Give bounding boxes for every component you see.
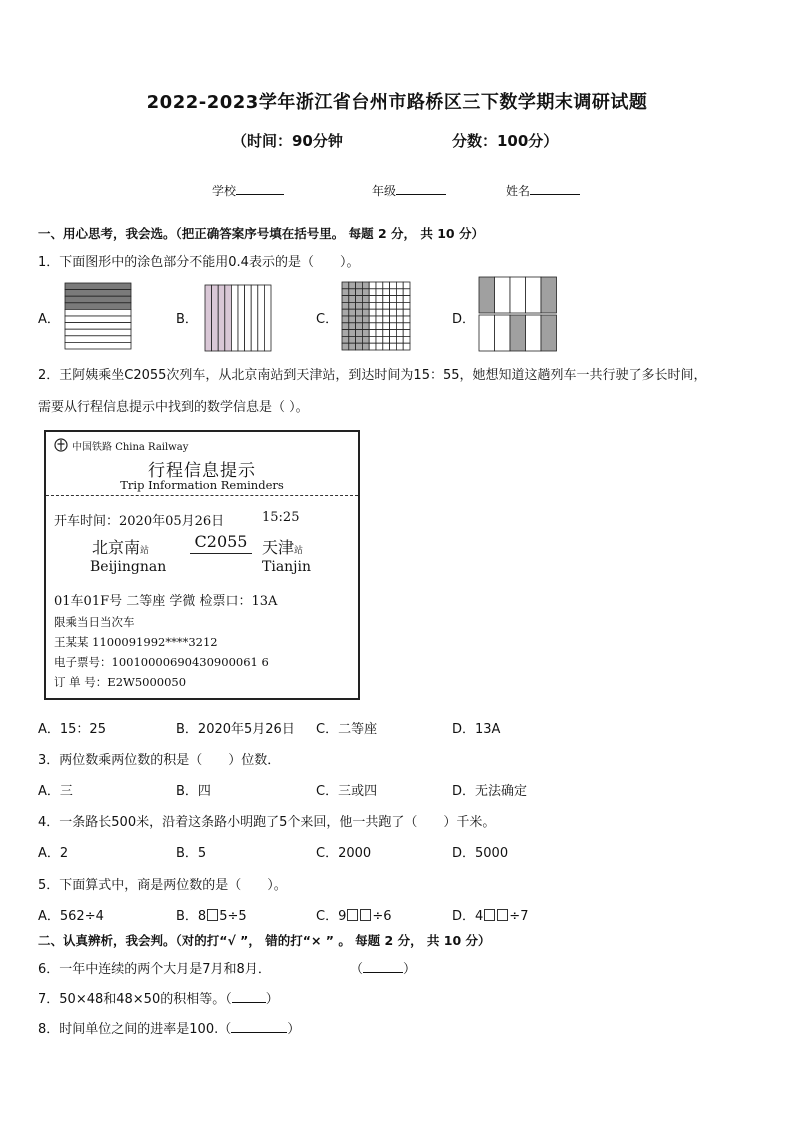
figure-c-cell	[376, 282, 383, 289]
figure-c-cell	[390, 296, 397, 303]
blank-box	[360, 909, 371, 921]
blank-box	[484, 909, 495, 921]
page-title: 2022-2023学年浙江省台州市路桥区三下数学期末调研试题	[146, 92, 648, 113]
q5-option-c-pre: C．9	[316, 909, 347, 924]
figure-c-cell	[383, 282, 390, 289]
figure-b-strip	[245, 285, 252, 351]
figure-a-strip	[65, 309, 131, 316]
figure-c-cell	[356, 309, 363, 316]
figure-a-strip	[65, 323, 131, 330]
q5-option-c-post: ÷6	[372, 909, 392, 924]
exam-score: 分数：100分）	[452, 132, 559, 150]
figure-c-cell	[403, 282, 410, 289]
q1-option-b[interactable]: B．	[176, 312, 198, 327]
figure-c-cell	[356, 323, 363, 330]
figure-c-cell	[390, 309, 397, 316]
q3-option-d[interactable]: D．无法确定	[452, 784, 528, 799]
q4-option-d[interactable]: D．5000	[452, 846, 509, 861]
figure-c-cell	[362, 323, 369, 330]
figure-d-cell	[510, 277, 526, 313]
figure-a-strip	[65, 342, 131, 349]
q1-option-c[interactable]: C．	[316, 312, 339, 327]
figure-d-cell	[541, 315, 557, 351]
q5-option-c[interactable]	[316, 905, 392, 924]
figure-c-cell	[362, 330, 369, 337]
figure-d	[478, 276, 558, 354]
ticket-eticket: 电子票号：10010000690430900061 6	[54, 655, 269, 669]
figure-c-cell	[369, 336, 376, 343]
q5-option-b[interactable]	[176, 905, 247, 924]
figure-d-cell	[479, 315, 495, 351]
figure-c-cell	[396, 323, 403, 330]
figure-a-strip	[65, 329, 131, 336]
q3-option-b[interactable]: B．四	[176, 784, 211, 799]
figure-b-strip	[218, 285, 225, 351]
figure-c-cell	[396, 316, 403, 323]
school-field	[212, 181, 284, 199]
figure-d-cell	[510, 315, 526, 351]
figure-c-cell	[403, 336, 410, 343]
figure-c-cell	[396, 343, 403, 350]
ticket-seat: 01车01F号 二等座 学微 检票口：13A	[54, 594, 278, 609]
q2-option-b[interactable]: B．2020年5月26日	[176, 722, 295, 737]
q8-paren-close: ）	[287, 1022, 301, 1037]
figure-c-cell	[403, 316, 410, 323]
figure-c-cell	[349, 282, 356, 289]
q6-paren-open: （	[350, 962, 364, 977]
question-3: 3．两位数乘两位数的积是（ ）位数．	[38, 753, 281, 768]
figure-c-cell	[362, 316, 369, 323]
figure-c-cell	[396, 330, 403, 337]
figure-b-strip	[231, 285, 238, 351]
figure-c-cell	[390, 343, 397, 350]
q5-option-b-pre: B．8	[176, 909, 207, 924]
figure-c-cell	[342, 309, 349, 316]
section-1-title: 一、用心思考，我会选。（把正确答案序号填在括号里。 每题 2 分， 共 10 分）	[38, 226, 484, 241]
ticket-depart-date: 开车时间：2020年05月26日	[54, 514, 225, 529]
figure-c-cell	[369, 323, 376, 330]
figure-c-cell	[376, 323, 383, 330]
figure-c-cell	[403, 296, 410, 303]
ticket-brand-cn: 中国铁路	[72, 442, 112, 453]
figure-c-cell	[376, 336, 383, 343]
figure-c-cell	[396, 296, 403, 303]
q4-option-c[interactable]: C．2000	[316, 846, 372, 861]
ticket-to-station	[262, 535, 303, 558]
figure-c-cell	[390, 336, 397, 343]
figure-c-cell	[383, 309, 390, 316]
figure-b-strip	[264, 285, 271, 351]
q3-option-a[interactable]: A．三	[38, 784, 73, 799]
question-7	[38, 988, 279, 1007]
figure-c-cell	[349, 330, 356, 337]
figure-c-cell	[390, 316, 397, 323]
figure-c	[341, 281, 411, 351]
figure-c-cell	[403, 323, 410, 330]
figure-b-strip	[225, 285, 232, 351]
q2-option-d[interactable]: D．13A	[452, 722, 501, 737]
figure-c-cell	[349, 323, 356, 330]
figure-c-cell	[342, 289, 349, 296]
q7-blank[interactable]	[232, 989, 266, 1003]
figure-c-cell	[369, 302, 376, 309]
figure-c-cell	[356, 316, 363, 323]
figure-c-cell	[356, 289, 363, 296]
figure-c-cell	[356, 296, 363, 303]
figure-a-strip	[65, 336, 131, 343]
figure-c-cell	[396, 309, 403, 316]
figure-a	[64, 282, 132, 350]
q6-paren-close: ）	[403, 962, 417, 977]
figure-c-cell	[362, 309, 369, 316]
figure-c-cell	[376, 316, 383, 323]
ticket-from-en: Beijingnan	[90, 559, 167, 575]
figure-c-cell	[390, 330, 397, 337]
figure-b	[204, 284, 272, 352]
figure-c-cell	[356, 343, 363, 350]
figure-c-cell	[349, 302, 356, 309]
figure-c-cell	[342, 316, 349, 323]
figure-c-cell	[376, 289, 383, 296]
figure-c-cell	[362, 282, 369, 289]
figure-c-cell	[383, 302, 390, 309]
figure-b-strip	[251, 285, 258, 351]
question-2-line2: 需要从行程信息提示中找到的数学信息是（ ）。	[38, 400, 309, 415]
figure-c-cell	[396, 282, 403, 289]
question-4: 4．一条路长500米，沿着这条路小明跑了5个来回，他一共跑了（ ）千米。	[38, 815, 496, 830]
figure-c-cell	[383, 343, 390, 350]
figure-d-cell	[495, 315, 511, 351]
grade-label: 年级	[372, 184, 397, 198]
q4-option-a[interactable]: A．2	[38, 846, 69, 861]
figure-c-cell	[403, 302, 410, 309]
figure-c-cell	[342, 343, 349, 350]
figure-c-cell	[376, 343, 383, 350]
figure-c-cell	[376, 309, 383, 316]
figure-c-cell	[356, 282, 363, 289]
figure-c-cell	[383, 330, 390, 337]
blank-box	[347, 909, 358, 921]
figure-c-cell	[376, 296, 383, 303]
figure-a-strip	[65, 296, 131, 303]
figure-c-cell	[349, 316, 356, 323]
figure-c-cell	[362, 289, 369, 296]
ticket-passenger: 王某某 1100091992****3212	[54, 635, 218, 649]
ticket-depart-time: 15:25	[262, 510, 300, 525]
exam-time: （时间：90分钟	[232, 132, 343, 150]
figure-c-cell	[383, 336, 390, 343]
figure-c-cell	[349, 309, 356, 316]
figure-c-cell	[342, 323, 349, 330]
figure-b-strip	[258, 285, 265, 351]
q1-option-d[interactable]: D．	[452, 312, 476, 327]
q5-option-d-post: ÷7	[509, 909, 529, 924]
grade-blank[interactable]	[396, 181, 446, 195]
section-2-title: 二、认真辨析，我会判。（对的打“√ ”， 错的打“× ” 。 每题 2 分， 共 10 分）	[38, 933, 491, 948]
figure-c-cell	[362, 336, 369, 343]
figure-c-cell	[362, 302, 369, 309]
figure-c-cell	[403, 309, 410, 316]
figure-c-cell	[376, 330, 383, 337]
q6-blank[interactable]	[363, 959, 403, 973]
figure-c-cell	[342, 302, 349, 309]
name-field	[506, 181, 580, 199]
figure-c-cell	[369, 343, 376, 350]
figure-c-cell	[342, 330, 349, 337]
ticket-heading-cn: 行程信息提示	[148, 461, 256, 481]
figure-d-cell	[495, 277, 511, 313]
q3-option-c[interactable]: C．三或四	[316, 784, 378, 799]
ticket-to-suffix: 站	[294, 546, 304, 556]
ticket-from-suffix: 站	[140, 546, 150, 556]
figure-c-cell	[390, 302, 397, 309]
question-2: 2．王阿姨乘坐C2055次列车，从北京南站到天津站，到达时间为15：55，她想知道这趟列车一共行驶了多长时间，	[38, 368, 707, 383]
ticket-to-en: Tianjin	[262, 559, 312, 575]
figure-c-cell	[390, 289, 397, 296]
figure-c-cell	[383, 289, 390, 296]
q8-text: 8．时间单位之间的进率是100.（	[38, 1022, 232, 1037]
figure-c-cell	[356, 330, 363, 337]
figure-c-cell	[403, 343, 410, 350]
figure-c-cell	[396, 302, 403, 309]
q1-option-a[interactable]: A．	[38, 312, 60, 327]
figure-c-cell	[390, 323, 397, 330]
q2-option-c[interactable]: C．二等座	[316, 722, 378, 737]
q2-option-a[interactable]: A．15：25	[38, 722, 106, 737]
figure-c-cell	[349, 296, 356, 303]
figure-a-strip	[65, 283, 131, 290]
figure-a-strip	[65, 290, 131, 297]
figure-c-cell	[396, 289, 403, 296]
ticket-divider	[46, 495, 358, 496]
name-blank[interactable]	[530, 181, 580, 195]
q5-option-d[interactable]	[452, 905, 528, 924]
q8-blank[interactable]	[231, 1019, 287, 1033]
ticket-from-station	[92, 535, 149, 558]
ticket-from-cn: 北京南	[92, 538, 141, 557]
figure-c-cell	[342, 282, 349, 289]
figure-b-strip	[205, 285, 212, 351]
figure-c-cell	[383, 316, 390, 323]
figure-c-cell	[356, 336, 363, 343]
figure-c-cell	[390, 282, 397, 289]
school-blank[interactable]	[236, 181, 284, 195]
figure-c-cell	[356, 302, 363, 309]
q6-answer[interactable]	[350, 958, 416, 977]
question-6: 6．一年中连续的两个大月是7月和8月．	[38, 962, 271, 977]
railway-logo-icon	[54, 438, 68, 452]
figure-c-cell	[349, 289, 356, 296]
trip-ticket	[44, 430, 360, 700]
ticket-brand-en: China Railway	[115, 442, 189, 453]
ticket-to-cn: 天津	[262, 538, 295, 557]
figure-c-cell	[362, 343, 369, 350]
figure-c-cell	[376, 302, 383, 309]
q7-paren-close: ）	[265, 992, 279, 1007]
ticket-note: 限乘当日当次车	[54, 615, 135, 629]
grade-field	[372, 181, 446, 199]
q5-option-d-pre: D．4	[452, 909, 484, 924]
question-5: 5．下面算式中，商是两位数的是（ ）。	[38, 878, 287, 893]
figure-c-cell	[369, 330, 376, 337]
q4-option-b[interactable]: B．5	[176, 846, 207, 861]
figure-a-strip	[65, 303, 131, 310]
q5-option-a[interactable]: A．562÷4	[38, 909, 104, 924]
figure-b-strip	[212, 285, 219, 351]
figure-c-cell	[403, 289, 410, 296]
figure-c-cell	[342, 336, 349, 343]
ticket-train-number: C2055	[190, 532, 252, 554]
figure-c-cell	[369, 309, 376, 316]
figure-d-cell	[526, 315, 542, 351]
ticket-order: 订 单 号：E2W5000050	[54, 675, 187, 689]
figure-c-cell	[383, 296, 390, 303]
figure-c-cell	[362, 296, 369, 303]
figure-a-strip	[65, 316, 131, 323]
q7-text: 7．50×48和48×50的积相等。（	[38, 992, 232, 1007]
figure-c-cell	[342, 296, 349, 303]
figure-c-cell	[403, 330, 410, 337]
figure-c-cell	[369, 282, 376, 289]
figure-b-strip	[238, 285, 245, 351]
figure-c-cell	[369, 316, 376, 323]
figure-c-cell	[349, 336, 356, 343]
figure-d-cell	[526, 277, 542, 313]
ticket-brand	[72, 438, 188, 453]
ticket-heading-en: Trip Information Reminders	[120, 478, 284, 492]
q5-option-b-post: 5÷5	[219, 909, 247, 924]
figure-c-cell	[369, 296, 376, 303]
figure-c-cell	[369, 289, 376, 296]
figure-d-cell	[479, 277, 495, 313]
figure-d-cell	[541, 277, 557, 313]
blank-box	[207, 909, 218, 921]
question-8	[38, 1018, 300, 1037]
school-label: 学校	[212, 184, 237, 198]
figure-c-cell	[396, 336, 403, 343]
figure-c-cell	[349, 343, 356, 350]
blank-box	[497, 909, 508, 921]
question-1: 1．下面图形中的涂色部分不能用0.4表示的是（ ）。	[38, 255, 360, 270]
name-label: 姓名	[506, 184, 531, 198]
figure-c-cell	[383, 323, 390, 330]
